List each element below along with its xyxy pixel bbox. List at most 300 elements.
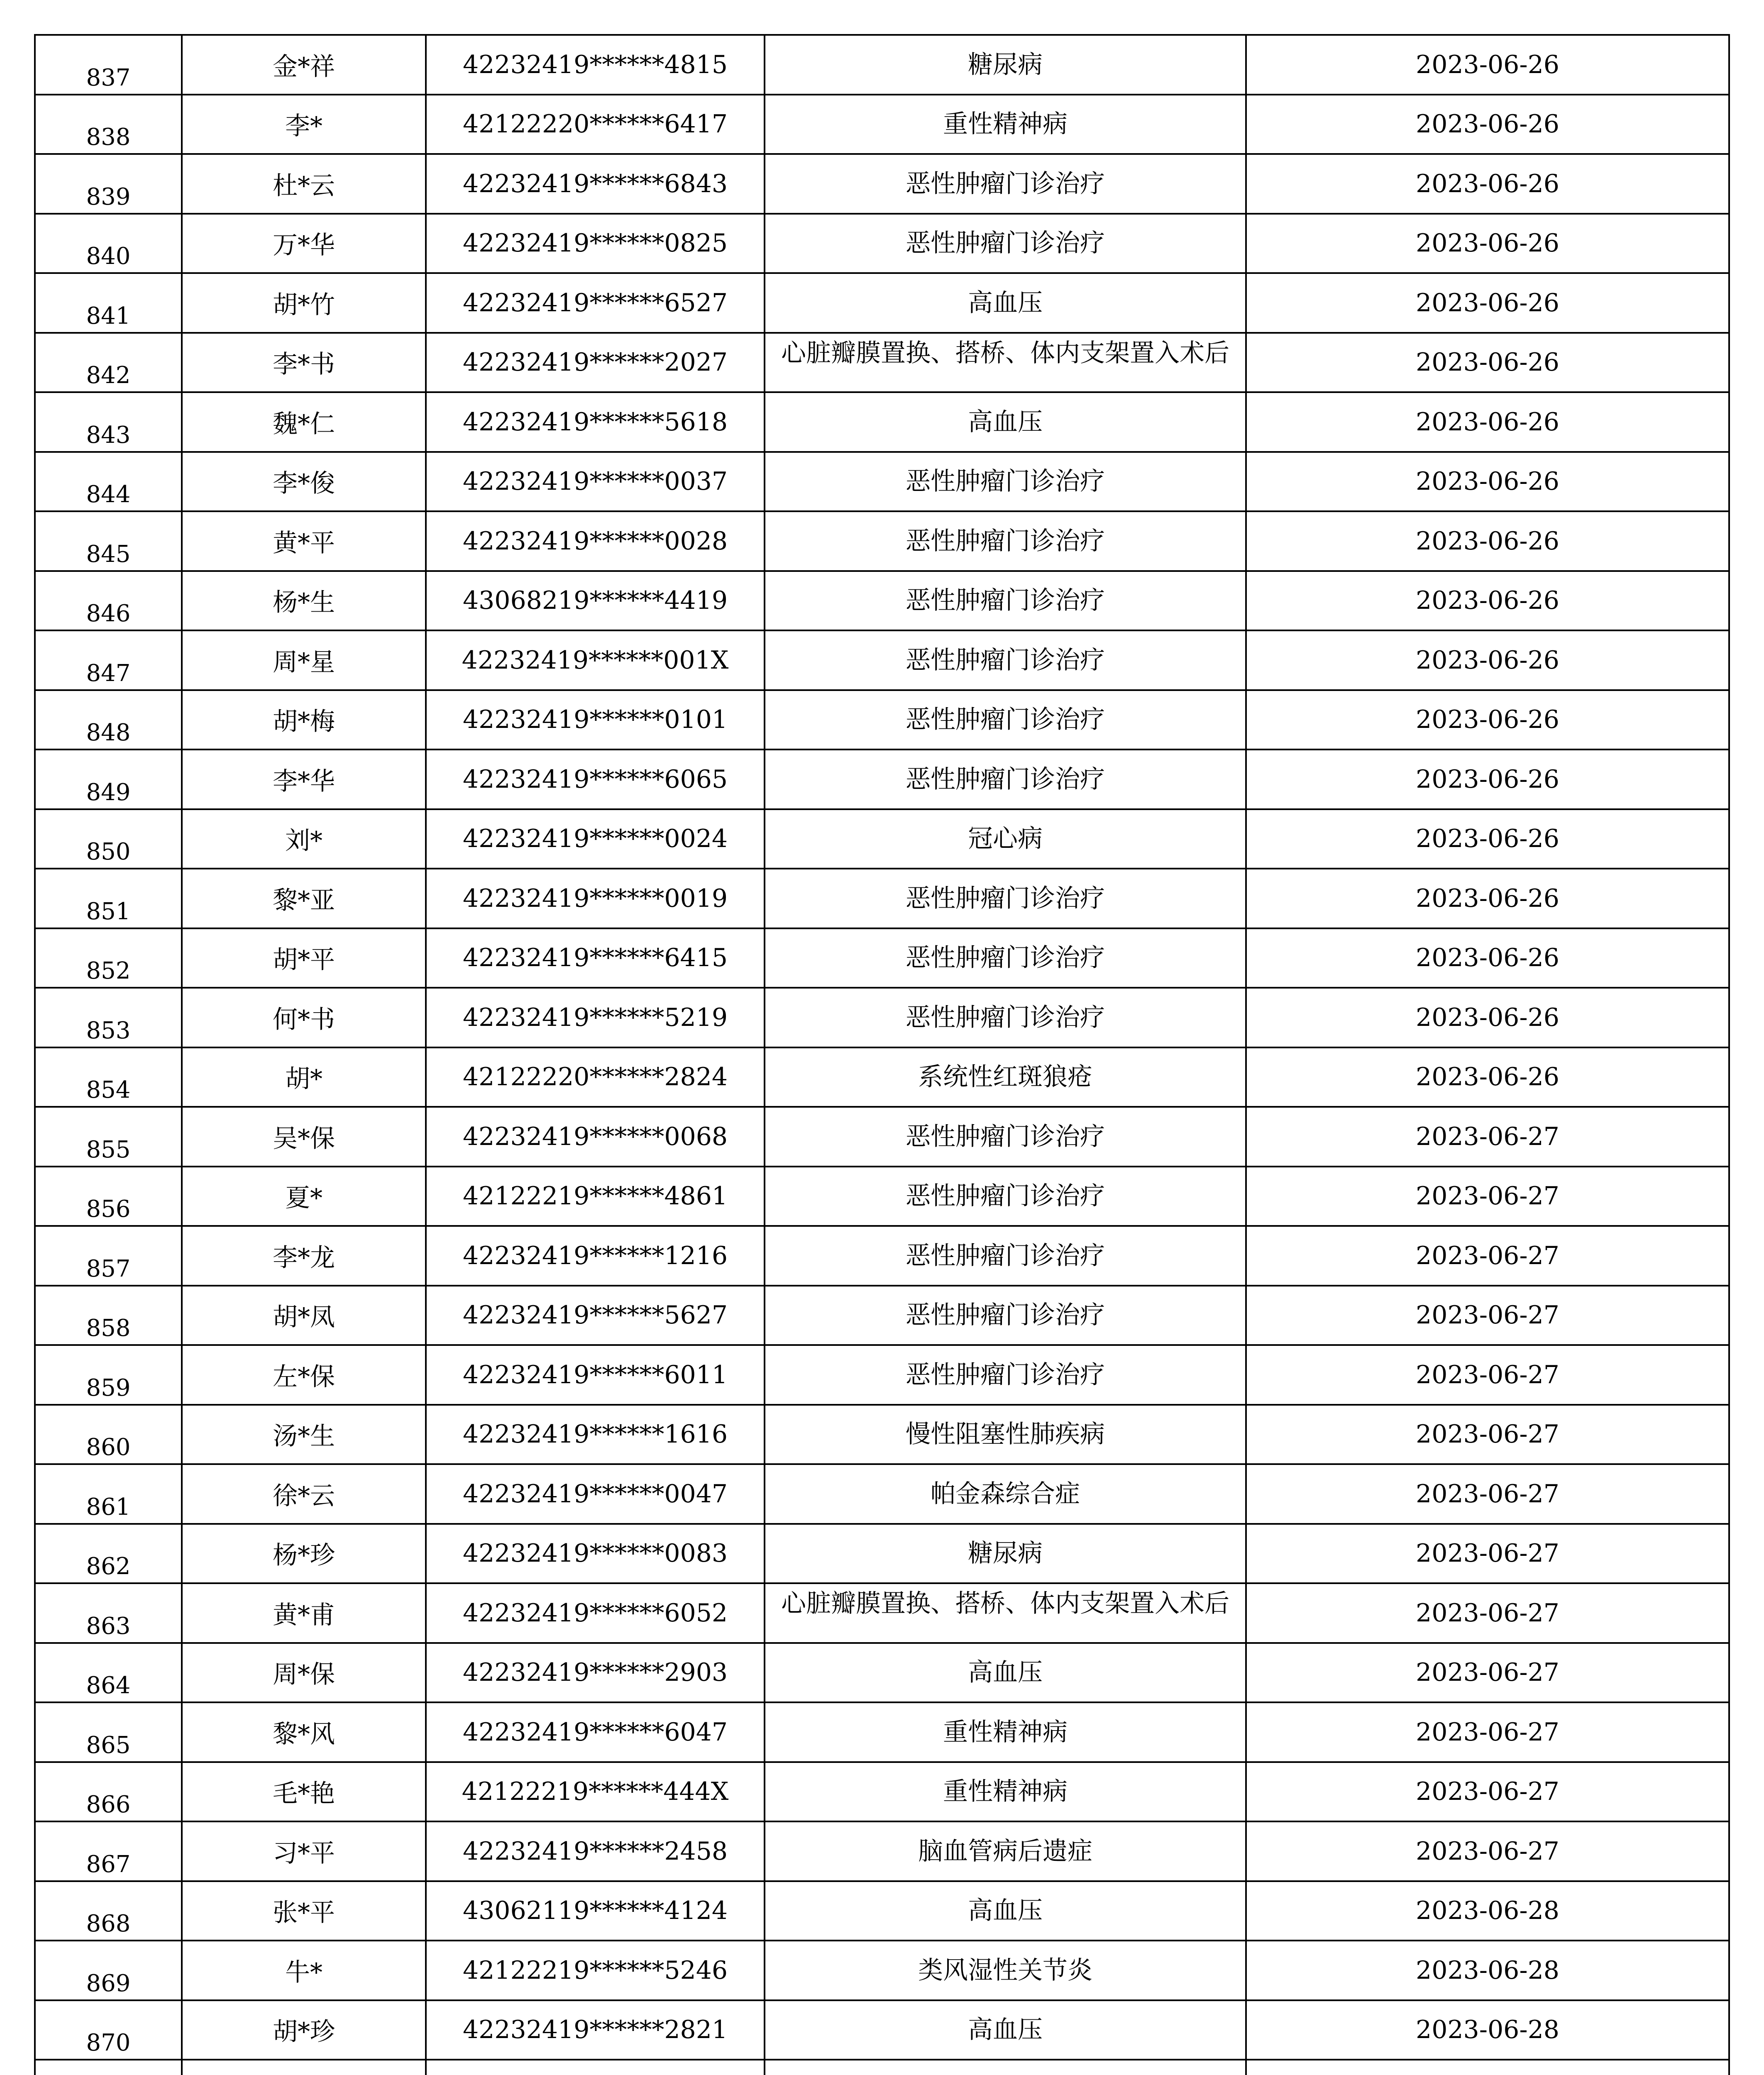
row-number: 846 — [86, 600, 131, 627]
row-number-cell — [35, 1643, 182, 1703]
patient-name: 李*龙 — [273, 1243, 335, 1272]
row-number: 859 — [86, 1374, 131, 1401]
id-number-cell — [426, 1107, 765, 1167]
id-number-cell — [426, 273, 765, 333]
record-date: 2023-06-27 — [1416, 1360, 1559, 1389]
id-number-cell — [426, 1524, 765, 1584]
patient-name-cell — [182, 630, 426, 690]
patient-name: 周*保 — [273, 1660, 335, 1689]
patient-name: 牛* — [285, 1958, 323, 1987]
table-row — [35, 1762, 1729, 1822]
id-number-cell — [426, 1643, 765, 1703]
patient-name-cell — [182, 2000, 426, 2060]
id-number-cell — [426, 1345, 765, 1405]
id-number-cell — [426, 154, 765, 214]
patient-name: 何*书 — [273, 1005, 335, 1034]
id-number: 42232419******6415 — [462, 943, 728, 973]
id-number: 42232419******4815 — [462, 50, 728, 79]
condition-name-cell — [765, 1881, 1246, 1941]
record-date-cell — [1246, 154, 1729, 214]
id-number: 42232419******0083 — [462, 1539, 728, 1568]
patient-name: 杜*云 — [273, 171, 335, 200]
row-number: 855 — [86, 1136, 131, 1163]
records-table-body — [35, 35, 1729, 2075]
patient-name-cell — [182, 214, 426, 273]
patient-name-cell — [182, 1821, 426, 1881]
table-row — [35, 571, 1729, 631]
table-row — [35, 1464, 1729, 1524]
record-date-cell — [1246, 1583, 1729, 1643]
condition-name-cell — [765, 452, 1246, 512]
id-number-cell — [426, 1881, 765, 1941]
table-row — [35, 511, 1729, 571]
condition-name-cell — [765, 928, 1246, 988]
id-number-cell — [426, 35, 765, 95]
id-number-cell — [426, 511, 765, 571]
condition-name-cell — [765, 1821, 1246, 1881]
condition-name-cell — [765, 95, 1246, 154]
condition-name: 恶性肿瘤门诊治疗 — [906, 1301, 1105, 1330]
table-row — [35, 869, 1729, 928]
row-number-cell — [35, 35, 182, 95]
record-date-cell — [1246, 1643, 1729, 1703]
record-date: 2023-06-26 — [1416, 884, 1559, 913]
patient-name-cell — [182, 988, 426, 1047]
id-number: 42122220******6417 — [462, 110, 728, 139]
table-row — [35, 273, 1729, 333]
row-number-cell — [35, 452, 182, 512]
patient-name-cell — [182, 392, 426, 452]
condition-name-cell — [765, 1047, 1246, 1107]
patient-name: 张*平 — [273, 1898, 335, 1928]
row-number-cell — [35, 928, 182, 988]
table-row — [35, 690, 1729, 750]
patient-name: 李*俊 — [273, 469, 335, 498]
id-number: 42232419******0019 — [462, 884, 728, 913]
table-row — [35, 928, 1729, 988]
record-date: 2023-06-26 — [1416, 764, 1559, 794]
table-row — [35, 1047, 1729, 1107]
condition-name: 高血压 — [968, 288, 1043, 317]
patient-name: 左*保 — [273, 1362, 335, 1391]
condition-name-cell — [765, 1405, 1246, 1465]
row-number: 866 — [86, 1791, 131, 1818]
record-date: 2023-06-26 — [1416, 288, 1559, 317]
patient-name-cell — [182, 1405, 426, 1465]
id-number-cell — [426, 392, 765, 452]
id-number-cell — [426, 214, 765, 273]
row-number-cell — [35, 95, 182, 154]
table-row — [35, 1583, 1729, 1643]
row-number-cell — [35, 214, 182, 273]
id-number: 42232419******001X — [462, 645, 729, 675]
record-date-cell — [1246, 1464, 1729, 1524]
row-number-cell — [35, 1107, 182, 1167]
id-number-cell — [426, 2000, 765, 2060]
patient-name: 胡*珍 — [273, 2017, 335, 2047]
table-row — [35, 1643, 1729, 1703]
record-date: 2023-06-26 — [1416, 526, 1559, 556]
id-number-cell — [426, 1286, 765, 1345]
patient-name-cell — [182, 1047, 426, 1107]
record-date-cell — [1246, 1941, 1729, 2000]
row-number-cell — [35, 1941, 182, 2000]
record-date-cell — [1246, 1405, 1729, 1465]
condition-name-cell — [765, 869, 1246, 928]
row-number: 843 — [86, 421, 131, 449]
table-row — [35, 35, 1729, 95]
condition-name: 高血压 — [968, 407, 1043, 437]
patient-name: 胡* — [285, 1064, 323, 1094]
patient-name: 李*华 — [273, 767, 335, 796]
patient-name-cell — [182, 511, 426, 571]
id-number: 42122219******444X — [462, 1777, 729, 1806]
condition-name: 重性精神病 — [943, 1777, 1068, 1806]
patient-name: 魏*仁 — [273, 409, 335, 439]
table-row — [35, 154, 1729, 214]
id-number: 42232419******6843 — [462, 169, 728, 198]
record-date-cell — [1246, 988, 1729, 1047]
row-number: 848 — [86, 719, 131, 746]
condition-name: 重性精神病 — [943, 110, 1068, 139]
id-number-cell — [426, 928, 765, 988]
condition-name: 恶性肿瘤门诊治疗 — [906, 467, 1105, 496]
record-date: 2023-06-26 — [1416, 1003, 1559, 1032]
table-row — [35, 1702, 1729, 1762]
row-number: 867 — [86, 1850, 131, 1878]
id-number: 42232419******0101 — [462, 705, 728, 735]
row-number-cell — [35, 1047, 182, 1107]
record-date-cell — [1246, 690, 1729, 750]
record-date: 2023-06-26 — [1416, 348, 1559, 377]
condition-name-cell — [765, 214, 1246, 273]
record-date-cell — [1246, 214, 1729, 273]
id-number-cell — [426, 869, 765, 928]
id-number-cell — [426, 1941, 765, 2000]
record-date-cell — [1246, 1821, 1729, 1881]
patient-name: 杨*生 — [273, 588, 335, 618]
row-number: 856 — [86, 1196, 131, 1223]
row-number: 861 — [86, 1493, 131, 1521]
id-number: 42232419******6052 — [462, 1598, 728, 1628]
record-date: 2023-06-27 — [1416, 1598, 1559, 1628]
row-number: 850 — [86, 838, 131, 865]
patient-name: 金*祥 — [273, 52, 335, 81]
row-number-cell — [35, 2060, 182, 2075]
id-number-cell — [426, 2060, 765, 2075]
id-number-cell — [426, 749, 765, 809]
patient-name: 徐*云 — [273, 1481, 335, 1511]
id-number: 42232419******0068 — [462, 1122, 728, 1151]
condition-name-cell — [765, 511, 1246, 571]
condition-name: 恶性肿瘤门诊治疗 — [906, 1241, 1105, 1270]
record-date: 2023-06-27 — [1416, 1182, 1559, 1211]
row-number: 838 — [86, 124, 131, 151]
id-number-cell — [426, 988, 765, 1047]
patient-name-cell — [182, 1941, 426, 2000]
row-number: 845 — [86, 540, 131, 568]
record-date-cell — [1246, 511, 1729, 571]
patient-name: 胡*竹 — [273, 290, 335, 320]
patient-name: 黄*平 — [273, 528, 335, 558]
condition-name: 高血压 — [968, 2015, 1043, 2045]
condition-name-cell — [765, 749, 1246, 809]
row-number-cell — [35, 988, 182, 1047]
patient-name: 黎*风 — [273, 1719, 335, 1749]
record-date: 2023-06-27 — [1416, 1836, 1559, 1866]
patient-name: 吴*保 — [273, 1124, 335, 1153]
row-number: 841 — [86, 302, 131, 330]
id-number: 42232419******6047 — [462, 1717, 728, 1747]
condition-name: 恶性肿瘤门诊治疗 — [906, 884, 1105, 913]
patient-name-cell — [182, 333, 426, 393]
table-row — [35, 630, 1729, 690]
row-number: 869 — [86, 1970, 131, 1997]
condition-name-cell — [765, 2060, 1246, 2075]
record-date: 2023-06-27 — [1416, 1777, 1559, 1806]
row-number: 853 — [86, 1017, 131, 1044]
record-date-cell — [1246, 392, 1729, 452]
id-number-cell — [426, 452, 765, 512]
id-number: 42232419******0024 — [462, 824, 728, 854]
row-number-cell — [35, 154, 182, 214]
patient-name-cell — [182, 1107, 426, 1167]
condition-name: 重性精神病 — [943, 1717, 1068, 1747]
id-number-cell — [426, 1047, 765, 1107]
table-row — [35, 1941, 1729, 2000]
patient-name-cell — [182, 869, 426, 928]
records-table — [34, 34, 1730, 2075]
condition-name: 恶性肿瘤门诊治疗 — [906, 645, 1105, 675]
condition-name-cell — [765, 1702, 1246, 1762]
record-date-cell — [1246, 1881, 1729, 1941]
patient-name-cell — [182, 1702, 426, 1762]
condition-name: 恶性肿瘤门诊治疗 — [906, 1360, 1105, 1389]
row-number-cell — [35, 690, 182, 750]
record-date-cell — [1246, 1047, 1729, 1107]
record-date-cell — [1246, 1524, 1729, 1584]
id-number: 42232419******2027 — [462, 348, 728, 377]
record-date: 2023-06-27 — [1416, 1717, 1559, 1747]
record-date-cell — [1246, 1762, 1729, 1822]
condition-name-cell — [765, 1107, 1246, 1167]
record-date: 2023-06-26 — [1416, 705, 1559, 735]
row-number: 864 — [86, 1672, 131, 1699]
row-number: 858 — [86, 1315, 131, 1342]
patient-name-cell — [182, 452, 426, 512]
table-row — [35, 809, 1729, 869]
condition-name-cell — [765, 1345, 1246, 1405]
record-date-cell — [1246, 452, 1729, 512]
condition-name: 恶性肿瘤门诊治疗 — [906, 586, 1105, 615]
table-row — [35, 1821, 1729, 1881]
record-date-cell — [1246, 333, 1729, 393]
table-row — [35, 1405, 1729, 1465]
patient-name-cell — [182, 928, 426, 988]
condition-name-cell — [765, 1643, 1246, 1703]
row-number: 862 — [86, 1553, 131, 1580]
patient-name-cell — [182, 1167, 426, 1226]
record-date-cell — [1246, 1226, 1729, 1286]
row-number-cell — [35, 630, 182, 690]
id-number: 42232419******1216 — [462, 1241, 728, 1270]
condition-name-cell — [765, 333, 1246, 393]
condition-name: 恶性肿瘤门诊治疗 — [906, 764, 1105, 794]
row-number-cell — [35, 869, 182, 928]
condition-name-cell — [765, 809, 1246, 869]
record-date: 2023-06-28 — [1416, 1955, 1559, 1985]
row-number-cell — [35, 333, 182, 393]
row-number-cell — [35, 1405, 182, 1465]
table-row — [35, 2000, 1729, 2060]
condition-name-cell — [765, 690, 1246, 750]
id-number-cell — [426, 1821, 765, 1881]
row-number-cell — [35, 571, 182, 631]
patient-name-cell — [182, 1286, 426, 1345]
id-number: 42232419******5627 — [462, 1301, 728, 1330]
record-date: 2023-06-26 — [1416, 407, 1559, 437]
id-number-cell — [426, 630, 765, 690]
row-number-cell — [35, 749, 182, 809]
record-date: 2023-06-26 — [1416, 229, 1559, 258]
condition-name: 恶性肿瘤门诊治疗 — [906, 1182, 1105, 1211]
record-date: 2023-06-26 — [1416, 50, 1559, 79]
id-number-cell — [426, 1167, 765, 1226]
row-number-cell — [35, 1702, 182, 1762]
id-number-cell — [426, 690, 765, 750]
row-number: 837 — [86, 64, 131, 91]
condition-name: 糖尿病 — [968, 1539, 1043, 1568]
condition-name-cell — [765, 392, 1246, 452]
id-number: 42122220******2824 — [462, 1062, 728, 1092]
row-number: 842 — [86, 362, 131, 389]
row-number: 863 — [86, 1612, 131, 1640]
condition-name-cell — [765, 1762, 1246, 1822]
row-number-cell — [35, 511, 182, 571]
row-number: 839 — [86, 183, 131, 210]
id-number-cell — [426, 1702, 765, 1762]
record-date-cell — [1246, 95, 1729, 154]
record-date-cell — [1246, 928, 1729, 988]
record-date: 2023-06-27 — [1416, 1301, 1559, 1330]
table-row — [35, 749, 1729, 809]
id-number-cell — [426, 1405, 765, 1465]
patient-name: 黎*亚 — [273, 886, 335, 915]
patient-name: 胡*凤 — [273, 1303, 335, 1332]
condition-name-cell — [765, 2000, 1246, 2060]
condition-name: 系统性红斑狼疮 — [918, 1062, 1092, 1092]
id-number: 42232419******2458 — [462, 1836, 728, 1866]
row-number: 860 — [86, 1434, 131, 1461]
patient-name-cell — [182, 809, 426, 869]
condition-name: 恶性肿瘤门诊治疗 — [906, 526, 1105, 556]
row-number-cell — [35, 1524, 182, 1584]
condition-name: 心脏瓣膜置换、搭桥、体内支架置入术后 — [781, 1590, 1229, 1618]
table-row — [35, 1286, 1729, 1345]
condition-name: 恶性肿瘤门诊治疗 — [906, 1122, 1105, 1151]
condition-name-cell — [765, 1464, 1246, 1524]
id-number-cell — [426, 571, 765, 631]
row-number-cell — [35, 1762, 182, 1822]
table-row — [35, 2060, 1729, 2075]
id-number-cell — [426, 1762, 765, 1822]
record-date: 2023-06-27 — [1416, 1658, 1559, 1687]
id-number-cell — [426, 1464, 765, 1524]
row-number-cell — [35, 392, 182, 452]
condition-name-cell — [765, 988, 1246, 1047]
patient-name-cell — [182, 571, 426, 631]
row-number: 849 — [86, 779, 131, 806]
table-row — [35, 1881, 1729, 1941]
id-number: 42232419******6527 — [462, 288, 728, 317]
patient-name: 李*书 — [273, 350, 335, 379]
row-number: 847 — [86, 659, 131, 687]
condition-name: 恶性肿瘤门诊治疗 — [906, 705, 1105, 735]
condition-name-cell — [765, 1583, 1246, 1643]
id-number: 42232419******5219 — [462, 1003, 728, 1032]
table-row — [35, 1226, 1729, 1286]
row-number: 870 — [86, 2029, 131, 2056]
id-number: 42232419******2903 — [462, 1658, 728, 1687]
patient-name: 汤*生 — [273, 1422, 335, 1451]
row-number: 868 — [86, 1910, 131, 1937]
condition-name: 恶性肿瘤门诊治疗 — [906, 1003, 1105, 1032]
record-date: 2023-06-26 — [1416, 1062, 1559, 1092]
patient-name-cell — [182, 1345, 426, 1405]
patient-name: 周*星 — [273, 647, 335, 677]
id-number: 42232419******1616 — [462, 1420, 728, 1449]
patient-name-cell — [182, 95, 426, 154]
record-date: 2023-06-26 — [1416, 645, 1559, 675]
record-date: 2023-06-26 — [1416, 110, 1559, 139]
id-number: 42232419******0037 — [462, 467, 728, 496]
row-number-cell — [35, 1226, 182, 1286]
row-number-cell — [35, 809, 182, 869]
record-date-cell — [1246, 1167, 1729, 1226]
id-number-cell — [426, 1226, 765, 1286]
table-row — [35, 1167, 1729, 1226]
condition-name: 心脏瓣膜置换、搭桥、体内支架置入术后 — [781, 339, 1229, 368]
id-number: 42232419******6065 — [462, 764, 728, 794]
row-number: 865 — [86, 1731, 131, 1759]
id-number-cell — [426, 95, 765, 154]
patient-name: 毛*艳 — [273, 1779, 335, 1809]
record-date: 2023-06-26 — [1416, 586, 1559, 615]
table-row — [35, 333, 1729, 393]
patient-name: 习*平 — [273, 1838, 335, 1868]
record-date: 2023-06-26 — [1416, 824, 1559, 854]
condition-name: 慢性阻塞性肺疾病 — [906, 1420, 1105, 1449]
table-row — [35, 95, 1729, 154]
patient-name-cell — [182, 2060, 426, 2075]
record-date: 2023-06-27 — [1416, 1479, 1559, 1509]
patient-name-cell — [182, 154, 426, 214]
patient-name: 胡*梅 — [273, 707, 335, 737]
record-date-cell — [1246, 1286, 1729, 1345]
row-number-cell — [35, 1583, 182, 1643]
patient-name-cell — [182, 1762, 426, 1822]
record-date-cell — [1246, 2060, 1729, 2075]
record-date-cell — [1246, 1345, 1729, 1405]
id-number-cell — [426, 809, 765, 869]
id-number: 43068219******4419 — [462, 586, 728, 615]
patient-name-cell — [182, 35, 426, 95]
id-number: 42232419******2821 — [462, 2015, 728, 2045]
id-number: 42122219******5246 — [462, 1955, 728, 1985]
patient-name-cell — [182, 1643, 426, 1703]
condition-name: 高血压 — [968, 1658, 1043, 1687]
condition-name-cell — [765, 154, 1246, 214]
